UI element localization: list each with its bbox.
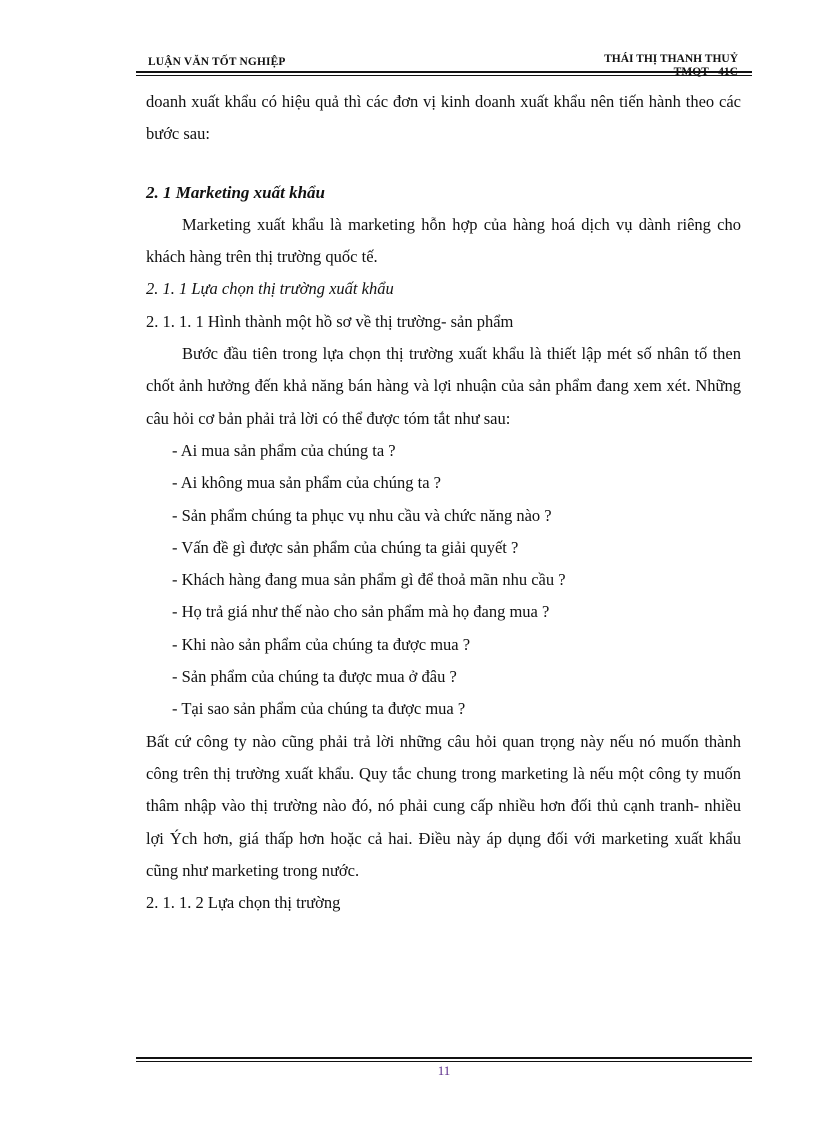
paragraph-2: Bất cứ công ty nào cũng phải trả lời những câu hỏi quan trọng này nếu nó muốn thành công trên thị trường xuất khẩu. Quy tắc chung trong marketing là nếu một công ty muốn thâm nhập vào thị trường nào đó, nó phải cung cấp nhiều hơn đối thủ cạnh tranh- nhiều lợi Ých hơn, giá thấp hơn hoặc cả hai. Điều này áp dụng đối với marketing xuất khẩu cũng như marketing trong nước. [146, 731, 741, 880]
footer-rule-thin [136, 1061, 752, 1062]
list-item: - Sản phẩm chúng ta phục vụ nhu cầu và chức năng nào ? [172, 505, 552, 525]
page-header [136, 48, 752, 82]
header-rule [136, 71, 752, 73]
header-author-name: THÁI THỊ THANH THUỶ [604, 53, 738, 65]
page-content [146, 86, 741, 919]
list-item: - Ai không mua sản phẩm của chúng ta ? [172, 473, 441, 493]
list-item: - Ai mua sản phẩm của chúng ta ? [172, 440, 396, 460]
section-paragraph: Marketing xuất khẩu là marketing hỗn hợp của hàng hoá dịch vụ dành riêng cho khách hàng trên thị trường quốc tế. [146, 214, 741, 267]
footer-rule [136, 1057, 752, 1059]
list-item: - Tại sao sản phẩm của chúng ta được mua ? [172, 699, 466, 719]
subsubsection-heading-2: 2. 1. 1. 2 Lựa chọn thị trường [146, 893, 341, 913]
list-item: - Khách hàng đang mua sản phẩm gì để thoả mãn nhu cầu ? [172, 570, 566, 590]
question-list [146, 435, 741, 726]
subsubsection-heading-1: 2. 1. 1. 1 Hình thành một hồ sơ về thị trường- sản phẩm [146, 311, 514, 331]
intro-paragraph: doanh xuất khẩu có hiệu quả thì các đơn vị kinh doanh xuất khẩu nên tiến hành theo các bước sau: [146, 92, 741, 144]
list-item: - Sản phẩm của chúng ta được mua ở đâu ? [172, 667, 457, 687]
list-item: - Vấn đề gì được sản phẩm của chúng ta giải quyết ? [172, 537, 519, 557]
header-thesis-label: LUẬN VĂN TỐT NGHIỆP [148, 54, 286, 68]
spacer [146, 151, 741, 177]
paragraph-1: Bước đầu tiên trong lựa chọn thị trường xuất khẩu là thiết lập mét số nhân tố then chốt ảnh hưởng đến khả năng bán hàng và lợi nhuận của sản phẩm đang xem xét. Những câu hỏi cơ bản phải trả lời có thể được tóm tắt như sau: [146, 344, 741, 428]
section-heading: 2. 1 Marketing xuất khẩu [146, 182, 326, 202]
list-item: - Khi nào sản phẩm của chúng ta được mua ? [172, 634, 471, 654]
list-item: - Họ trả giá như thế nào cho sản phẩm mà họ đang mua ? [172, 602, 550, 622]
page-number: 11 [437, 1063, 451, 1078]
header-rule-thin [136, 75, 752, 76]
subsection-heading: 2. 1. 1 Lựa chọn thị trường xuất khẩu [146, 279, 394, 299]
